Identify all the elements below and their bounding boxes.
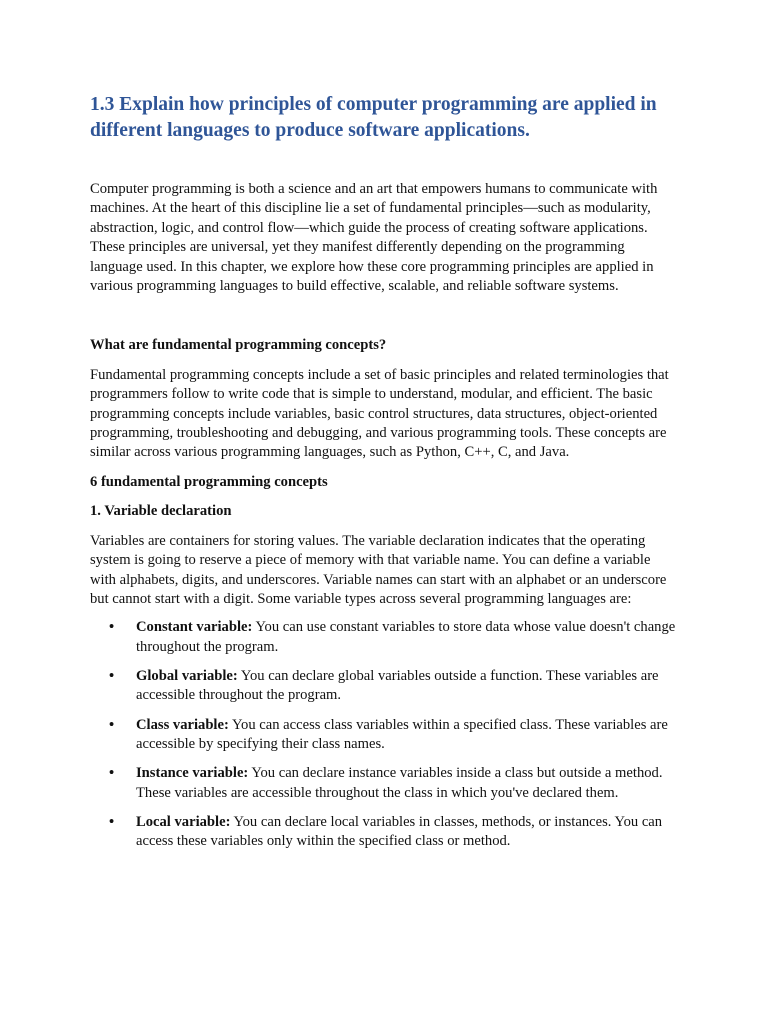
list-item-local-variable [90,813,680,852]
list-item-class-variable [90,716,680,755]
concepts-paragraph: Fundamental programming concepts include a set of basic principles and related terminologies that programmers follow to write code that is simple to understand, modular, and efficient. The basic programming concepts include variables, basic control structures, data structures, object-oriented programming, troubleshooting and debugging, and various programming tools. These concepts are similar across various programming languages, such as Python, C++, C, and Java. [90,366,669,461]
list-item-constant-variable [90,618,680,657]
term: Global variable: [136,667,238,684]
section-heading: 1.3 Explain how principles of computer programming are applied in different languages to produce software applications. [90,94,657,141]
term: Local variable: [136,813,231,830]
bullet-icon: • [109,765,115,782]
question-heading: What are fundamental programming concepts? [90,337,387,354]
list-item-global-variable [90,667,680,706]
bullet-icon: • [109,813,115,830]
description: You can declare global variables outside a function. These variables are accessible throughout the program. [136,667,659,704]
bullet-icon: • [109,716,115,733]
intro-paragraph: Computer programming is both a science and an art that empowers humans to communicate with machines. At the heart of this discipline lie a set of fundamental principles—such as modularity, abstraction, logic, and control flow—which guide the process of creating software applications. These principles are universal, yet they manifest differently depending on the programming language used. In this chapter, we explore how these core programming principles are applied in various programming languages to build effective, scalable, and reliable software systems. [90,181,658,295]
variable-paragraph: Variables are containers for storing values. The variable declaration indicates that the operating system is going to reserve a piece of memory with that variable name. You can define a variable with alphabets, digits, and underscores. Variable names can start with an alphabet or an underscore but cannot start with a digit. Some variable types across several programming languages are: [90,532,667,607]
term: Instance variable: [136,765,249,782]
term: Constant variable: [136,619,253,636]
document-page [90,92,680,861]
variable-types-list [90,618,680,851]
term: Class variable: [136,716,229,733]
bullet-icon: • [109,667,115,684]
list-item-instance-variable [90,764,680,803]
bullet-icon: • [109,619,115,636]
description: You can access class variables within a specified class. These variables are accessible by specifying their class names. [136,716,668,752]
concepts-heading: 6 fundamental programming concepts [90,473,328,490]
variable-declaration-heading: 1. Variable declaration [90,503,232,520]
description: You can declare local variables in classes, methods, or instances. You can access these variables only within the specified class or method. [136,813,663,850]
description: You can declare instance variables inside a class but outside a method. These variables are accessible throughout the class in which you've declared them. [136,765,663,801]
description: You can use constant variables to store data whose value doesn't change throughout the program. [136,619,676,655]
